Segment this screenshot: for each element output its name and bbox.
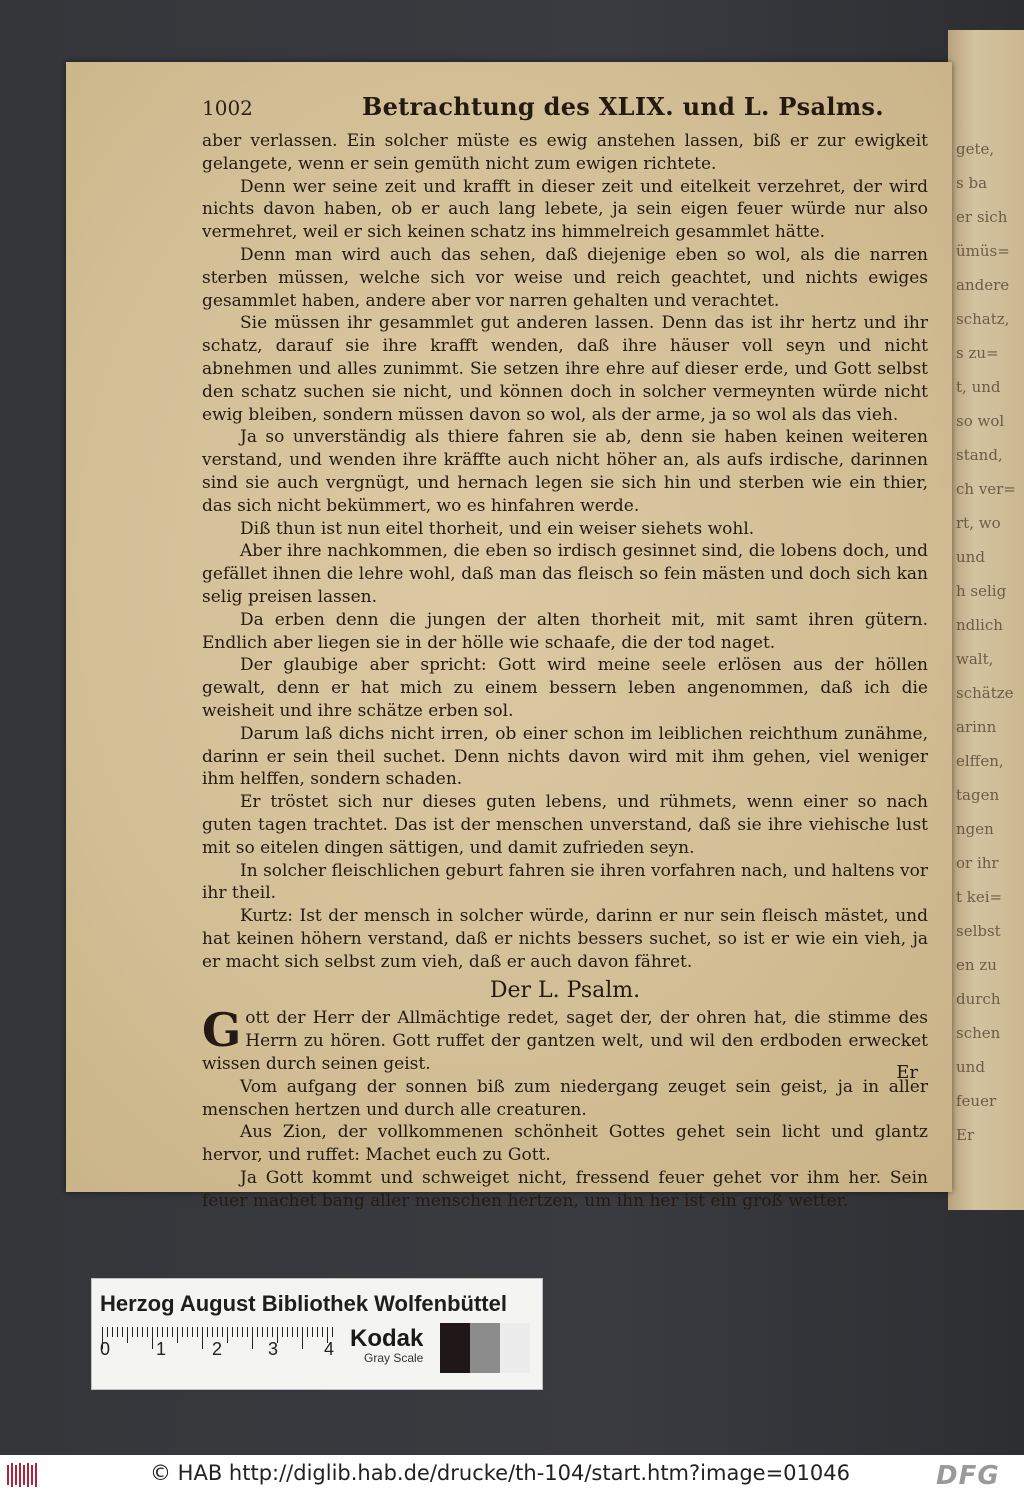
- ruler-tick: [202, 1327, 203, 1349]
- ruler-number: 0: [100, 1339, 111, 1359]
- ruler-tick: [312, 1327, 313, 1337]
- color-calibration-card: [91, 1278, 543, 1390]
- ruler-tick: [162, 1327, 163, 1337]
- ruler-tick: [137, 1327, 138, 1337]
- adjacent-page-fragment: ngen: [956, 820, 994, 838]
- text-paragraph: Aber ihre nachkommen, die eben so irdisch gesinnet sind, die lobens doch, und gefället ihnen die lehre wohl, daß man das fleisch so fein mästen und doch sich kan selig preisen lassen.: [202, 541, 928, 607]
- ruler-tick: [332, 1327, 333, 1337]
- ruler-tick: [242, 1327, 243, 1337]
- ruler-tick: [152, 1327, 153, 1349]
- ruler-tick: [112, 1327, 113, 1337]
- ruler-tick: [127, 1327, 128, 1343]
- ruler-tick: [292, 1327, 293, 1337]
- ruler-tick: [297, 1327, 298, 1337]
- ruler-tick: [262, 1327, 263, 1337]
- ruler-tick: [222, 1327, 223, 1337]
- adjacent-page-fragment: er sich: [956, 208, 1008, 226]
- ruler-tick: [322, 1327, 323, 1337]
- library-name: Herzog August Bibliothek Wolfenbüttel: [100, 1291, 507, 1316]
- ruler-tick: [272, 1327, 273, 1337]
- ruler-number: 1: [156, 1339, 167, 1359]
- ruler-tick: [212, 1327, 213, 1337]
- adjacent-page-fragment: arinn: [956, 718, 997, 736]
- ruler-tick: [267, 1327, 268, 1337]
- ruler-tick: [147, 1327, 148, 1337]
- text-paragraph: In solcher fleischlichen geburt fahren sie ihren vorfahren nach, und haltens vor ihr theil.: [202, 860, 928, 904]
- ruler-tick: [142, 1327, 143, 1337]
- text-paragraph: Sie müssen ihr gesammlet gut anderen lassen. Denn das ist ihr hertz und ihr schatz, darauf sie ihre krafft wenden, daß ihre häuser voll seyn und nicht abnehmen und alles zunimmt. Sie setzen ihre ehre auf dieser erde, und Gott selbst den schatz suchen sie nicht, und können doch in solcher vermeynten würde nicht ewig bleiben, sondern müssen davon so wol, als der arme, ja so wol als das vieh.: [202, 313, 928, 425]
- gray-swatch-dark: [440, 1323, 470, 1373]
- text-paragraph: Darum laß dichs nicht irren, ob einer schon im leiblichen reichthum zunähme, darinn er sein theil suchet. Denn nichts davon wird mit ihm gehen, viel weniger ihm helffen, sondern schaden.: [202, 723, 928, 790]
- adjacent-page-fragment: ndlich: [956, 616, 1003, 634]
- adjacent-page-fragment: rt, wo: [956, 514, 1001, 532]
- ruler-tick: [257, 1327, 258, 1337]
- ruler-tick: [177, 1327, 178, 1343]
- ruler-tick: [232, 1327, 233, 1337]
- ruler-tick: [117, 1327, 118, 1337]
- ruler-tick: [197, 1327, 198, 1337]
- ruler-tick: [317, 1327, 318, 1337]
- adjacent-page-fragment: und: [956, 1058, 985, 1076]
- adjacent-page-fragment: schen: [956, 1024, 1001, 1042]
- ruler-tick: [122, 1327, 123, 1337]
- text-paragraph: Denn man wird auch das sehen, daß diejenige eben so wol, als die narren sterben müssen, welche sich vor weise und reich geachtet, und nichts ewiges gesammlet haben, andere aber vor narren gehalten und verachtet.: [202, 244, 928, 311]
- ruler-tick: [247, 1327, 248, 1337]
- ruler-number: 4: [324, 1339, 335, 1359]
- footer-bar: [0, 1455, 1024, 1495]
- gray-swatch-light: [500, 1323, 530, 1373]
- page-number: 1002: [202, 96, 253, 120]
- running-title: Betrachtung des XLIX. und L. Psalms.: [362, 92, 884, 121]
- catchword: Er: [896, 1062, 918, 1083]
- ruler-tick: [307, 1327, 308, 1337]
- ruler-tick: [302, 1327, 303, 1349]
- text-paragraph: Ja so unverständig als thiere fahren sie ab, denn sie haben keinen weiteren verstand, und wenden ihre kräffte auch nicht höher an, als aufs irdische, darinnen sind sie auch vergnügt, und hernach legen sie sich hin und sterben wie ein thier, das sich nicht bekümmert, wo es hinfahren werde.: [202, 427, 928, 516]
- adjacent-page-fragment: tagen: [956, 786, 1000, 804]
- copyright-url: © HAB http://diglib.hab.de/drucke/th-104/start.htm?image=01046: [150, 1461, 850, 1485]
- ruler-tick: [252, 1327, 253, 1349]
- adjacent-page-fragment: selbst: [956, 922, 1001, 940]
- ruler-tick: [237, 1327, 238, 1337]
- adjacent-page-fragment: feuer: [956, 1092, 997, 1110]
- adjacent-page-fragment: t, und: [956, 378, 1001, 396]
- dfg-logo: DFG: [936, 1461, 1000, 1491]
- ruler-tick: [172, 1327, 173, 1337]
- text-paragraph: Da erben denn die jungen der alten thorheit mit, mit samt ihren gütern. Endlich aber liegen sie in der hölle wie schaafe, die der tod naget.: [202, 609, 928, 653]
- paragraph-text: ott der Herr der Allmächtige redet, saget der, der ohren hat, die stimme des Herrn zu hören. Gott ruffet der gantzen welt, und wil den erdboden erwecket wissen durch seinen geist.: [202, 1008, 928, 1075]
- text-paragraph: Der glaubige aber spricht: Gott wird meine seele erlösen aus der höllen gewalt, denn er hat mich zu einem bessern leben angenommen, daß ich die weisheit und ihre schätze erben sol.: [202, 655, 928, 721]
- adjacent-page-fragment: so wol: [956, 412, 1005, 430]
- adjacent-page-fragment: schatz,: [956, 310, 1010, 328]
- ruler-number: 3: [268, 1339, 279, 1359]
- adjacent-page-fragment: elffen,: [956, 752, 1004, 770]
- text-paragraph: Diß thun ist nun eitel thorheit, und ein weiser siehets wohl.: [240, 518, 755, 539]
- adjacent-page-fragment: t kei=: [956, 888, 1003, 906]
- ruler-tick: [227, 1327, 228, 1343]
- book-page: [66, 62, 952, 1211]
- adjacent-page-fragment: s ba: [956, 174, 988, 192]
- adjacent-page-fragment: or ihr: [956, 854, 999, 872]
- adjacent-page-fragment: en zu: [956, 956, 997, 974]
- text-paragraph: Ja Gott kommt und schweiget nicht, fressend feuer gehet vor ihm her. Sein feuer machet bang aller menschen hertzen, um ihn her ist ein groß wetter.: [202, 1168, 928, 1211]
- psalm-heading: Der L. Psalm.: [489, 978, 641, 1004]
- ruler-number: 2: [212, 1339, 223, 1359]
- adjacent-page-fragment: gete,: [956, 140, 995, 158]
- ruler-tick: [287, 1327, 288, 1337]
- text-paragraph: Kurtz: Ist der mensch in solcher würde, darinn er nur sein fleisch mästet, und hat keinen höhern verstand, daß er nichts bessers suchet, so ist er wie ein vieh, ja er macht sich selbst zum vieh, daß er auch davon fähret.: [202, 906, 928, 972]
- text-paragraph: [202, 1003, 928, 1075]
- text-paragraph: Aus Zion, der vollkommenen schönheit Gottes gehet sein licht und glantz hervor, und ruffet: Machet euch zu Gott.: [202, 1122, 928, 1166]
- adjacent-page-edge: [948, 30, 1024, 1210]
- ruler-tick: [182, 1327, 183, 1337]
- adjacent-page-fragment: andere: [956, 276, 1010, 294]
- text-paragraph: Er tröstet sich nur dieses guten lebens, und rühmets, wenn einer so nach guten tagen trachtet. Das ist der menschen unverstand, daß sie ihre viehische lust mit so eitelen dingen sättigen, und damit zufrieden seyn.: [202, 792, 928, 858]
- ruler-tick: [187, 1327, 188, 1337]
- drop-cap: G: [202, 1003, 242, 1058]
- adjacent-page-fragment: durch: [956, 990, 1001, 1008]
- ruler-tick: [107, 1327, 108, 1337]
- ruler-tick: [132, 1327, 133, 1337]
- adjacent-page-fragment: ch ver=: [956, 480, 1016, 498]
- ruler-tick: [192, 1327, 193, 1337]
- hab-logo-icon: [6, 1461, 38, 1489]
- gray-swatch-mid: [470, 1323, 500, 1373]
- ruler-tick: [167, 1327, 168, 1337]
- ruler-tick: [207, 1327, 208, 1337]
- adjacent-page-fragment: Er: [956, 1126, 975, 1144]
- adjacent-page-fragment: h selig: [956, 582, 1007, 600]
- page-body: [202, 130, 928, 1213]
- text-paragraph: Denn wer seine zeit und krafft in dieser zeit und eitelkeit verzehret, der wird nichts davon haben, ob er auch lang lebete, ja sein eigen feuer würde nur also vermehret, weil er sich keinen schatz ins himmelreich gesammlet hätte.: [202, 176, 928, 243]
- gray-scale-label: Gray Scale: [364, 1351, 424, 1365]
- kodak-brand: Kodak: [350, 1325, 424, 1352]
- ruler-tick: [217, 1327, 218, 1337]
- adjacent-page-fragment: s zu=: [956, 344, 999, 362]
- text-paragraph: Vom aufgang der sonnen biß zum niedergang zeuget sein geist, ja in aller menschen hertzen und durch alle creaturen.: [202, 1076, 928, 1120]
- ruler-tick: [282, 1327, 283, 1337]
- adjacent-page-fragment: stand,: [956, 446, 1003, 464]
- adjacent-page-fragment: walt,: [956, 650, 994, 668]
- adjacent-page-fragment: schätze: [956, 684, 1014, 702]
- adjacent-page-fragment: ümüs=: [956, 242, 1010, 260]
- adjacent-page-fragment: und: [956, 548, 985, 566]
- page-header: [202, 92, 902, 126]
- text-paragraph: aber verlassen. Ein solcher müste es ewig anstehen lassen, biß er zur ewigkeit gelangete, wenn er sein gemüth nicht zum ewigen richtete.: [202, 131, 928, 174]
- ruler-tick: [157, 1327, 158, 1337]
